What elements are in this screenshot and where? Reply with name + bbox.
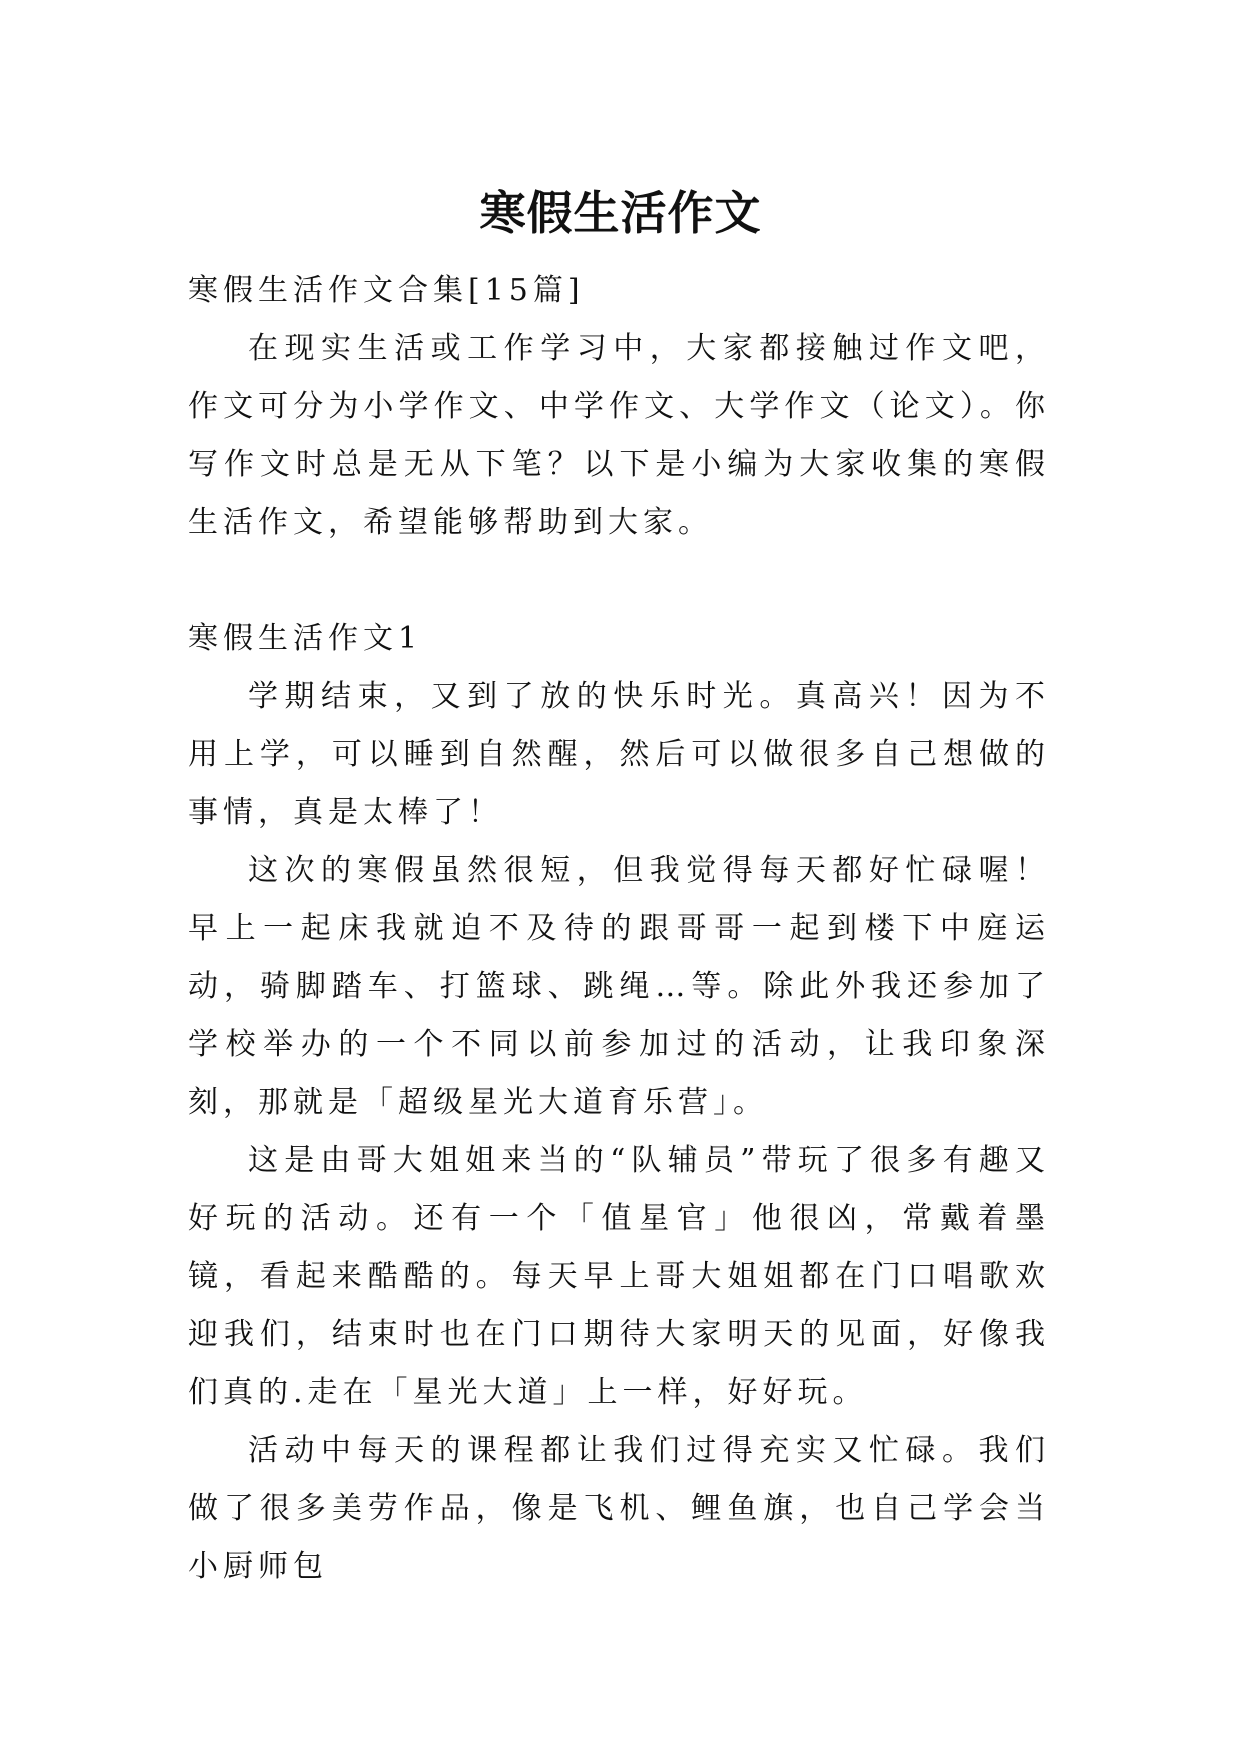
essay-heading: 寒假生活作文1 [188, 621, 423, 656]
essay-paragraph: 学期结束，又到了放的快乐时光。真高兴！因为不用上学，可以睡到自然醒，然后可以做很多自己想做的事情，真是太棒了！ [188, 679, 1050, 830]
essay-paragraph: 这次的寒假虽然很短，但我觉得每天都好忙碌喔！早上一起床我就迫不及待的跟哥哥一起到楼下中庭运动，骑脚踏车、打篮球、跳绳…等。除此外我还参加了学校举办的一个不同以前参加过的活动，让我印象深刻，那就是「超级星光大道育乐营」。 [188, 853, 1050, 1120]
section-spacer [188, 552, 1050, 610]
document-body [188, 262, 1050, 1596]
essay-paragraph: 这是由哥大姐姐来当的“队辅员”带玩了很多有趣又好玩的活动。还有一个「值星官」他很凶，常戴着墨镜，看起来酷酷的。每天早上哥大姐姐都在门口唱歌欢迎我们，结束时也在门口期待大家明天的见面，好像我们真的.走在「星光大道」上一样，好好玩。 [188, 1143, 1050, 1410]
collection-heading: 寒假生活作文合集[15篇] [188, 273, 585, 308]
essay-paragraph: 活动中每天的课程都让我们过得充实又忙碌。我们做了很多美劳作品，像是飞机、鲤鱼旗，也自己学会当小厨师包 [188, 1433, 1050, 1584]
intro-paragraph: 在现实生活或工作学习中，大家都接触过作文吧，作文可分为小学作文、中学作文、大学作文（论文）。你写作文时总是无从下笔？以下是小编为大家收集的寒假生活作文，希望能够帮助到大家。 [188, 331, 1050, 540]
document-title: 寒假生活作文 [479, 185, 762, 240]
